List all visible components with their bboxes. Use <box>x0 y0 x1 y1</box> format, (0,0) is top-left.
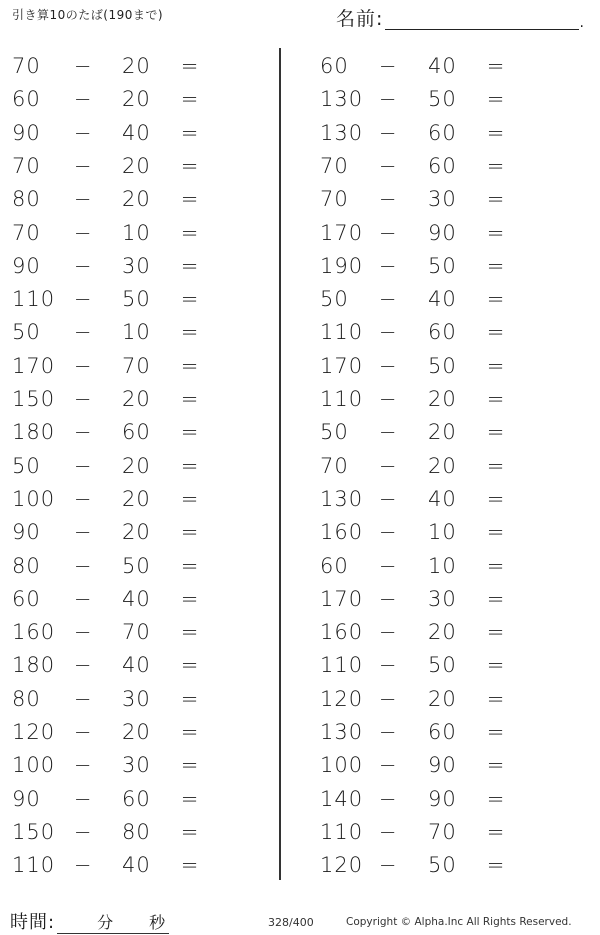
problem-row <box>300 649 590 682</box>
minuend: 150 <box>12 387 56 411</box>
minus-sign: − <box>73 819 93 844</box>
problem-row <box>0 416 278 449</box>
minus-sign: − <box>73 320 93 345</box>
problem-row <box>0 583 278 616</box>
subtrahend: 20 <box>122 187 151 212</box>
problem-row <box>300 250 590 283</box>
equals-sign: = <box>486 287 506 312</box>
minuend: 60 <box>12 586 41 611</box>
problem-row <box>0 516 278 549</box>
minus-sign: − <box>73 486 93 511</box>
problem-row <box>300 749 590 782</box>
problem-row <box>300 516 590 549</box>
minus-sign: − <box>378 786 398 811</box>
equals-sign: = <box>180 54 200 78</box>
minus-sign: − <box>73 54 93 78</box>
minus-sign: − <box>73 620 93 645</box>
minus-sign: − <box>378 586 398 611</box>
equals-sign: = <box>180 786 200 811</box>
equals-sign: = <box>486 253 506 278</box>
minus-sign: − <box>378 287 398 312</box>
minus-sign: − <box>73 253 93 278</box>
subtrahend: 20 <box>428 620 457 645</box>
minuend: 90 <box>12 786 41 811</box>
equals-sign: = <box>180 686 200 711</box>
minus-sign: − <box>73 653 93 678</box>
subtrahend: 50 <box>428 87 457 112</box>
equals-sign: = <box>486 753 506 778</box>
minuend: 90 <box>12 253 41 278</box>
minuend: 90 <box>12 520 41 545</box>
minuend: 70 <box>320 453 349 478</box>
problem-row <box>300 416 590 449</box>
problem-row <box>300 150 590 183</box>
equals-sign: = <box>180 853 200 878</box>
problem-row <box>0 217 278 250</box>
subtrahend: 30 <box>122 753 151 778</box>
problem-row <box>300 783 590 816</box>
minus-sign: − <box>73 586 93 611</box>
subtrahend: 20 <box>428 420 457 445</box>
minuend: 70 <box>12 220 41 245</box>
equals-sign: = <box>180 220 200 245</box>
subtrahend: 60 <box>428 120 457 145</box>
subtrahend: 20 <box>122 720 151 744</box>
problem-row <box>0 83 278 116</box>
equals-sign: = <box>180 287 200 312</box>
minuend: 170 <box>320 220 364 245</box>
problem-row <box>0 483 278 516</box>
minuend: 100 <box>320 753 364 778</box>
minuend: 110 <box>12 853 56 878</box>
minus-sign: − <box>378 453 398 478</box>
equals-sign: = <box>486 819 506 844</box>
equals-sign: = <box>180 387 200 411</box>
equals-sign: = <box>486 87 506 112</box>
equals-sign: = <box>486 353 506 378</box>
copyright-notice: Copyright © Alpha.Inc All Rights Reserved. <box>346 916 572 928</box>
minuend: 60 <box>320 54 349 78</box>
name-blank-line[interactable] <box>385 9 578 30</box>
minuend: 60 <box>320 553 349 578</box>
equals-sign: = <box>486 486 506 511</box>
minus-sign: − <box>73 87 93 112</box>
subtrahend: 40 <box>428 54 457 78</box>
subtrahend: 20 <box>122 87 151 112</box>
minuend: 120 <box>12 720 56 744</box>
subtrahend: 70 <box>428 819 457 844</box>
subtrahend: 20 <box>122 453 151 478</box>
name-end-dot: . <box>579 15 584 31</box>
minuend: 130 <box>320 486 364 511</box>
equals-sign: = <box>486 120 506 145</box>
minuend: 180 <box>12 420 56 445</box>
equals-sign: = <box>180 553 200 578</box>
minuend: 130 <box>320 87 364 112</box>
problem-row <box>0 616 278 649</box>
minuend: 60 <box>12 87 41 112</box>
minus-sign: − <box>378 553 398 578</box>
problem-row <box>300 716 590 749</box>
problem-row <box>0 783 278 816</box>
time-field[interactable] <box>10 908 169 934</box>
subtrahend: 70 <box>122 353 151 378</box>
subtrahend: 50 <box>122 287 151 312</box>
equals-sign: = <box>486 720 506 744</box>
minuend: 50 <box>320 287 349 312</box>
problem-row <box>0 683 278 716</box>
minuend: 50 <box>12 320 41 345</box>
subtrahend: 20 <box>428 387 457 411</box>
equals-sign: = <box>180 153 200 178</box>
problem-row <box>300 683 590 716</box>
minus-sign: − <box>73 753 93 778</box>
equals-sign: = <box>486 387 506 411</box>
minuend: 170 <box>320 586 364 611</box>
equals-sign: = <box>180 353 200 378</box>
subtrahend: 90 <box>428 220 457 245</box>
minuend: 180 <box>12 653 56 678</box>
equals-sign: = <box>486 220 506 245</box>
minuend: 170 <box>320 353 364 378</box>
subtrahend: 30 <box>428 586 457 611</box>
subtrahend: 60 <box>428 720 457 744</box>
problem-row <box>300 83 590 116</box>
equals-sign: = <box>180 653 200 678</box>
minuend: 100 <box>12 753 56 778</box>
equals-sign: = <box>486 786 506 811</box>
equals-sign: = <box>486 420 506 445</box>
problem-row <box>0 849 278 882</box>
minuend: 80 <box>12 187 41 212</box>
subtrahend: 50 <box>122 553 151 578</box>
minuend: 90 <box>12 120 41 145</box>
minus-sign: − <box>378 253 398 278</box>
problem-row <box>300 483 590 516</box>
minuend: 190 <box>320 253 364 278</box>
equals-sign: = <box>180 586 200 611</box>
equals-sign: = <box>486 187 506 212</box>
minus-sign: − <box>378 120 398 145</box>
problem-row <box>300 849 590 882</box>
subtrahend: 90 <box>428 786 457 811</box>
equals-sign: = <box>486 686 506 711</box>
problem-row <box>300 450 590 483</box>
subtrahend: 60 <box>428 153 457 178</box>
equals-sign: = <box>180 253 200 278</box>
equals-sign: = <box>180 753 200 778</box>
problem-row <box>300 117 590 150</box>
minuend: 70 <box>12 54 41 78</box>
time-label: 時間: <box>10 912 56 933</box>
minus-sign: − <box>378 720 398 744</box>
minus-sign: − <box>73 420 93 445</box>
equals-sign: = <box>486 620 506 645</box>
minuend: 110 <box>320 653 364 678</box>
problem-row <box>300 616 590 649</box>
minuend: 110 <box>320 819 364 844</box>
equals-sign: = <box>180 87 200 112</box>
minus-sign: − <box>378 620 398 645</box>
equals-sign: = <box>486 453 506 478</box>
equals-sign: = <box>486 54 506 78</box>
subtrahend: 60 <box>122 786 151 811</box>
equals-sign: = <box>180 720 200 744</box>
minuend: 70 <box>320 153 349 178</box>
minus-sign: − <box>378 320 398 345</box>
minuend: 110 <box>320 320 364 345</box>
problem-row <box>0 150 278 183</box>
subtrahend: 70 <box>122 620 151 645</box>
equals-sign: = <box>486 853 506 878</box>
minutes-label: 分 <box>97 913 114 932</box>
minus-sign: − <box>378 54 398 78</box>
minus-sign: − <box>73 520 93 545</box>
equals-sign: = <box>180 819 200 844</box>
problem-row <box>0 50 278 83</box>
equals-sign: = <box>486 153 506 178</box>
subtrahend: 30 <box>428 187 457 212</box>
problem-row <box>0 816 278 849</box>
subtrahend: 30 <box>122 253 151 278</box>
subtrahend: 80 <box>122 819 151 844</box>
subtrahend: 20 <box>122 54 151 78</box>
minuend: 140 <box>320 786 364 811</box>
problem-row <box>0 749 278 782</box>
minus-sign: − <box>73 120 93 145</box>
minuend: 160 <box>320 620 364 645</box>
time-blank-line[interactable] <box>57 909 169 934</box>
equals-sign: = <box>180 486 200 511</box>
subtrahend: 20 <box>428 453 457 478</box>
minus-sign: − <box>73 786 93 811</box>
problem-row <box>0 550 278 583</box>
problem-row <box>300 316 590 349</box>
minus-sign: − <box>73 220 93 245</box>
equals-sign: = <box>180 420 200 445</box>
problem-row <box>0 450 278 483</box>
equals-sign: = <box>486 520 506 545</box>
subtrahend: 90 <box>428 753 457 778</box>
minus-sign: − <box>378 387 398 411</box>
minus-sign: − <box>378 420 398 445</box>
minus-sign: − <box>73 853 93 878</box>
seconds-label: 秒 <box>149 913 166 932</box>
subtrahend: 20 <box>122 153 151 178</box>
minus-sign: − <box>73 453 93 478</box>
problem-row <box>0 183 278 216</box>
minus-sign: − <box>378 486 398 511</box>
minuend: 130 <box>320 120 364 145</box>
minuend: 100 <box>12 486 56 511</box>
problem-row <box>0 350 278 383</box>
subtrahend: 60 <box>122 420 151 445</box>
problem-row <box>0 649 278 682</box>
minus-sign: − <box>378 520 398 545</box>
sheet-title: 引き算10のたば(190まで) <box>12 8 164 22</box>
minus-sign: − <box>378 853 398 878</box>
problem-row <box>0 250 278 283</box>
minuend: 80 <box>12 686 41 711</box>
minus-sign: − <box>73 187 93 212</box>
subtrahend: 30 <box>122 686 151 711</box>
subtrahend: 20 <box>122 387 151 411</box>
page-number: 328/400 <box>268 916 314 929</box>
subtrahend: 40 <box>122 653 151 678</box>
name-label: 名前: <box>336 8 384 30</box>
subtrahend: 40 <box>122 853 151 878</box>
minuend: 160 <box>320 520 364 545</box>
subtrahend: 40 <box>428 287 457 312</box>
problem-row <box>0 316 278 349</box>
problem-row <box>0 383 278 416</box>
subtrahend: 50 <box>428 653 457 678</box>
minus-sign: − <box>73 287 93 312</box>
minuend: 130 <box>320 720 364 744</box>
minuend: 110 <box>320 387 364 411</box>
problem-row <box>300 283 590 316</box>
minuend: 110 <box>12 287 56 312</box>
problem-row <box>300 583 590 616</box>
subtrahend: 10 <box>122 220 151 245</box>
equals-sign: = <box>180 120 200 145</box>
minus-sign: − <box>73 387 93 411</box>
name-field[interactable] <box>336 6 584 30</box>
problem-row <box>300 183 590 216</box>
equals-sign: = <box>486 653 506 678</box>
problem-row <box>300 217 590 250</box>
subtrahend: 10 <box>428 553 457 578</box>
subtrahend: 20 <box>428 686 457 711</box>
equals-sign: = <box>486 586 506 611</box>
subtrahend: 10 <box>428 520 457 545</box>
minuend: 50 <box>320 420 349 445</box>
problem-row <box>300 50 590 83</box>
subtrahend: 20 <box>122 520 151 545</box>
minus-sign: − <box>378 819 398 844</box>
equals-sign: = <box>180 320 200 345</box>
subtrahend: 50 <box>428 853 457 878</box>
problem-row <box>300 816 590 849</box>
problem-row <box>0 283 278 316</box>
subtrahend: 50 <box>428 353 457 378</box>
minuend: 70 <box>12 153 41 178</box>
equals-sign: = <box>486 553 506 578</box>
subtrahend: 40 <box>122 120 151 145</box>
problem-row <box>300 350 590 383</box>
minuend: 170 <box>12 353 56 378</box>
equals-sign: = <box>180 453 200 478</box>
problem-row <box>300 550 590 583</box>
minus-sign: − <box>378 686 398 711</box>
minus-sign: − <box>378 153 398 178</box>
minus-sign: − <box>378 753 398 778</box>
minus-sign: − <box>73 353 93 378</box>
minus-sign: − <box>378 187 398 212</box>
equals-sign: = <box>486 320 506 345</box>
minus-sign: − <box>73 153 93 178</box>
problem-row <box>300 383 590 416</box>
subtrahend: 20 <box>122 486 151 511</box>
minuend: 120 <box>320 853 364 878</box>
column-divider <box>279 48 281 880</box>
equals-sign: = <box>180 187 200 212</box>
minus-sign: − <box>73 553 93 578</box>
subtrahend: 10 <box>122 320 151 345</box>
minus-sign: − <box>378 220 398 245</box>
subtrahend: 40 <box>428 486 457 511</box>
minuend: 70 <box>320 187 349 212</box>
minuend: 80 <box>12 553 41 578</box>
minuend: 120 <box>320 686 364 711</box>
problem-row <box>0 117 278 150</box>
minus-sign: − <box>378 653 398 678</box>
equals-sign: = <box>180 620 200 645</box>
minus-sign: − <box>73 720 93 744</box>
subtrahend: 50 <box>428 253 457 278</box>
minus-sign: − <box>378 87 398 112</box>
subtrahend: 60 <box>428 320 457 345</box>
equals-sign: = <box>180 520 200 545</box>
subtrahend: 40 <box>122 586 151 611</box>
minus-sign: − <box>73 686 93 711</box>
minuend: 150 <box>12 819 56 844</box>
minuend: 50 <box>12 453 41 478</box>
minuend: 160 <box>12 620 56 645</box>
minus-sign: − <box>378 353 398 378</box>
problem-row <box>0 716 278 749</box>
